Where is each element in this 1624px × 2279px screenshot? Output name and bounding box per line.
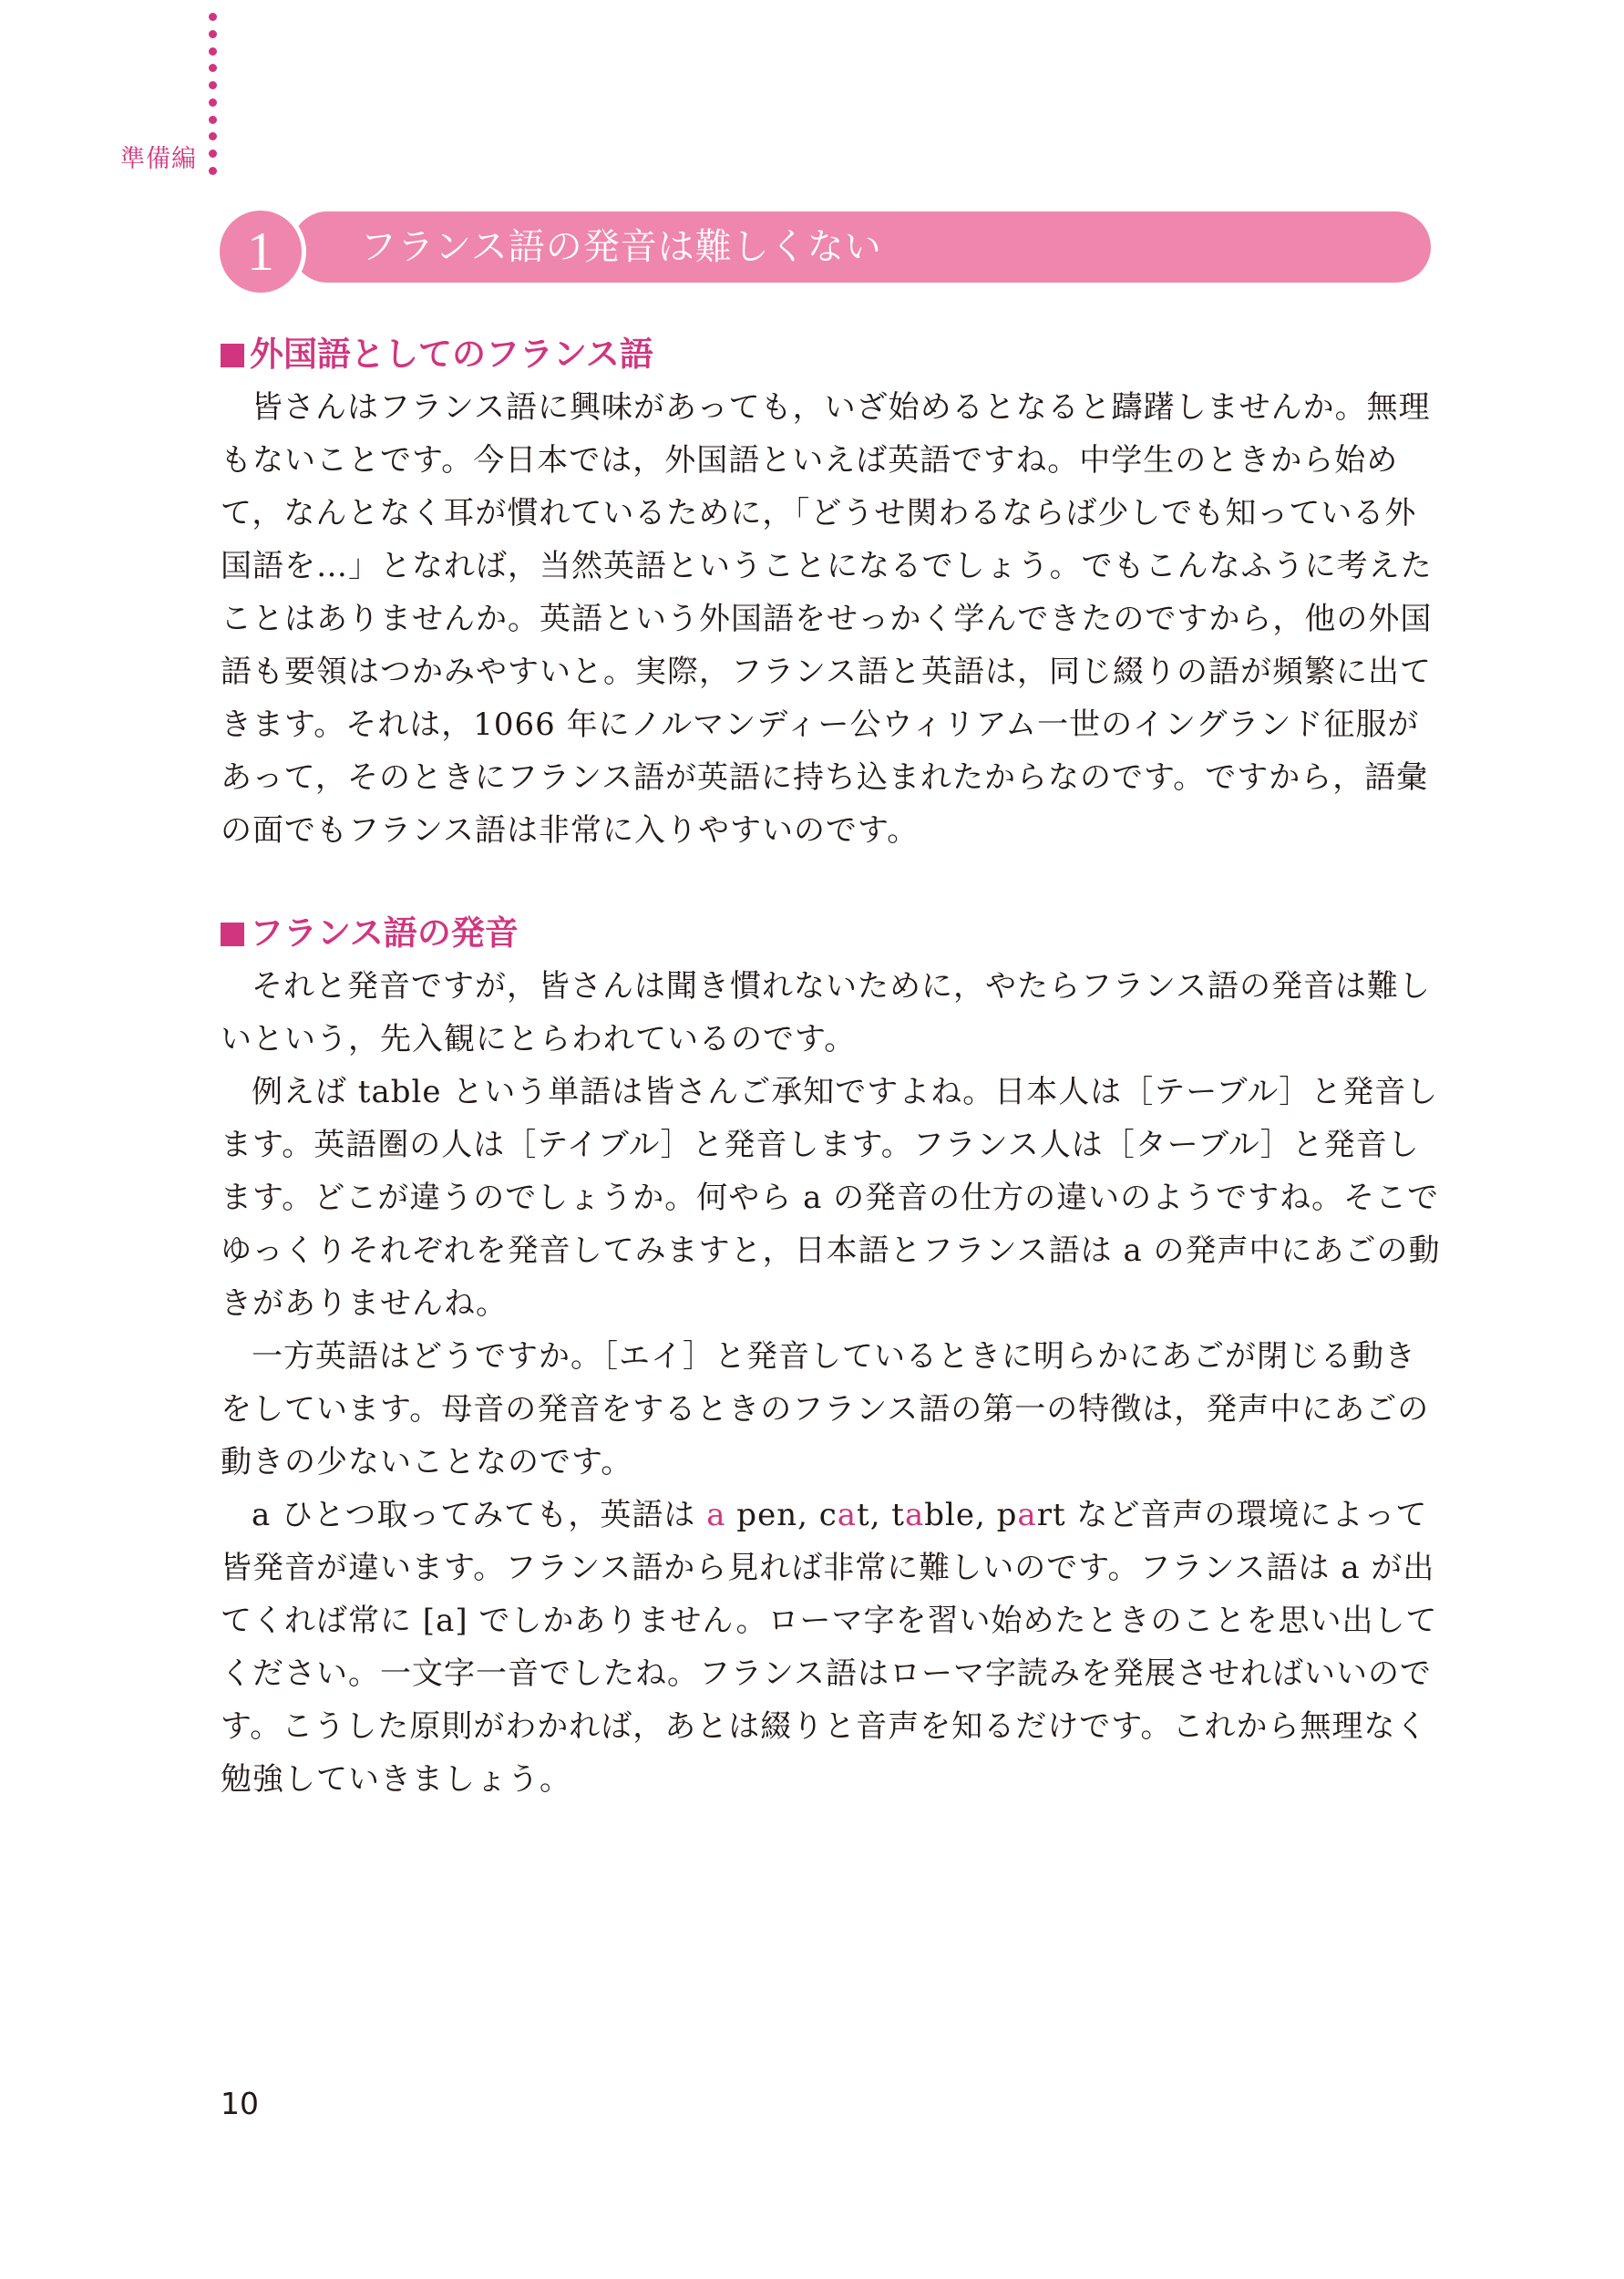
page-number: 10 xyxy=(221,2086,259,2121)
chapter-title: フランス語の発音は難しくない xyxy=(360,226,882,268)
highlighted-letter: a xyxy=(706,1497,726,1533)
section-label: 準備編 xyxy=(120,145,197,173)
text-run: ble, p xyxy=(924,1497,1018,1533)
square-bullet-icon xyxy=(221,344,244,367)
dotted-margin-rule xyxy=(207,13,218,175)
text-run: t, t xyxy=(857,1497,905,1533)
section-heading xyxy=(221,328,1444,381)
square-bullet-icon xyxy=(221,923,244,946)
paragraph xyxy=(221,1489,1444,1806)
text-run: a ひとつ取ってみても，英語は xyxy=(252,1497,707,1533)
highlighted-letter: a xyxy=(1017,1497,1037,1533)
paragraph: それと発音ですが，皆さんは聞き慣れないために，やたらフランス語の発音は難しいという，先入観にとらわれているのです。 xyxy=(221,968,1431,1057)
chapter-number: 1 xyxy=(215,206,306,297)
section-heading xyxy=(221,907,1444,960)
paragraph: 皆さんはフランス語に興味があっても，いざ始めるとなると躊躇しませんか。無理もないことです。今日本では，外国語といえば英語ですね。中学生のときから始めて，なんとなく耳が慣れているために，「どうせ関わるならば少しでも知っている外国語を…」となれば，当然英語ということになるでしょう。でもこんなふうに考えたことはありませんか。英語という外国語をせっかく学んできたのですから，他の外国語も要領はつかみやすいと。実際，フランス語と英語は，同じ綴りの語が頻繁に出てきます。それは，1066 年にノルマンディー公ウィリアム一世のイングランド征服があって，そのときにフランス語が英語に持ち込まれたからなのです。ですから，語彙の面でもフランス語は非常に入りやすいのです。 xyxy=(221,389,1433,849)
highlighted-letter: a xyxy=(904,1497,925,1533)
chapter-banner xyxy=(292,211,1431,283)
text-run: pen, c xyxy=(725,1497,838,1533)
section-heading-text: 外国語としてのフランス語 xyxy=(250,335,653,374)
section-heading-text: フランス語の発音 xyxy=(250,913,519,953)
text-run: rt など音声の環境によって皆発音が違います。フランス語から見れば非常に難しいのです。フランス語は a が出てくれば常に [a] でしかありません。ローマ字を習い始めたときのことを思い出してください。一文字一音でしたね。フランス語はローマ字読みを発展させればいいのです。こうした原則がわかれば，あとは綴りと音声を知るだけです。これから無理なく勉強していきましょう。 xyxy=(221,1497,1438,1798)
paragraph: 例えば table という単語は皆さんご承知ですよね。日本人は［テーブル］と発音します。英語圏の人は［テイブル］と発音します。フランス人は［ターブル］と発音します。どこが違うのでしょうか。何やら a の発音の仕方の違いのようですね。そこでゆっくりそれぞれを発音してみますと，日本語とフランス語は a の発声中にあごの動きがありませんね。 xyxy=(221,1074,1441,1322)
paragraph: 一方英語はどうですか。［エイ］と発音しているときに明らかにあごが閉じる動きをしています。母音の発音をするときのフランス語の第一の特徴は，発声中にあごの動きの少ないことなのです。 xyxy=(221,1338,1430,1480)
page-body xyxy=(221,328,1444,1806)
highlighted-letter: a xyxy=(837,1497,858,1533)
